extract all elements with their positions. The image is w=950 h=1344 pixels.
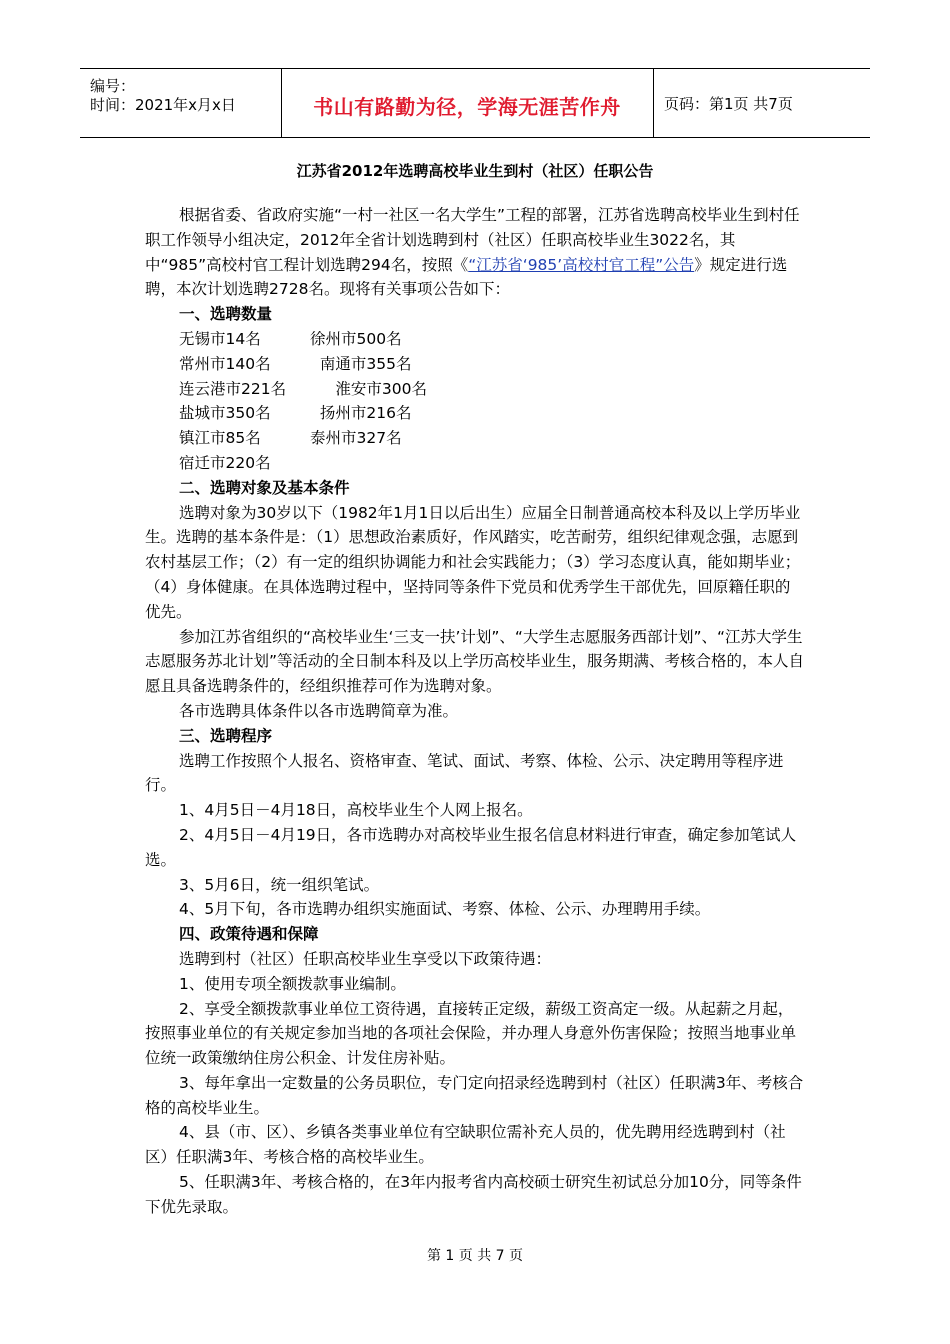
city-quota-row: 宿迁市220名 [179, 453, 271, 472]
policy-item: 1、使用专项全额拨款事业编制。 [179, 974, 406, 993]
procedure-step: 3、5月6日，统一组织笔试。 [179, 875, 380, 894]
intro-text-1: 根据省委、省政府实施“一村一社区一名大学生”工程的部署，江苏省选聘高校毕业生到村任职工作领导小组决定，2012年全省计划选聘到村（社区）任职高校毕业生3022名，其中“985”高校村官工程计划选聘294名，按照《 [145, 206, 800, 274]
intro-text-2: 》规定进行选聘，本次计划选聘2728名。现将有关事项公告如下： [145, 255, 788, 299]
page-footer: 第 1 页 共 7 页 [426, 1248, 524, 1264]
motto: 书山有路勤为径，学海无涯苦作舟 [313, 95, 621, 119]
document-body [145, 203, 805, 1220]
procedure-step: 1、4月5日－4月18日，高校毕业生个人网上报名。 [179, 801, 533, 820]
eligibility-paragraph: 参加江苏省组织的“高校毕业生‘三支一扶’计划”、“大学生志愿服务西部计划”、“江苏大学生志愿服务苏北计划”等活动的全日制本科及以上学历高校毕业生，服务期满、考核合格的，本人自愿且具备选聘条件的，经组织推荐可作为选聘对象。 [145, 627, 805, 696]
number-label: 编号： [90, 77, 136, 95]
eligibility-paragraph: 各市选聘具体条件以各市选聘简章为准。 [179, 701, 459, 720]
procedure-step: 4、5月下旬，各市选聘办组织实施面试、考察、体检、公示、办理聘用手续。 [179, 900, 711, 919]
section-heading-quota: 一、选聘数量 [179, 305, 273, 324]
intro-paragraph [145, 203, 805, 302]
section-heading-eligibility: 二、选聘对象及基本条件 [179, 478, 350, 497]
policy-item: 2、享受全额拨款事业单位工资待遇，直接转正定级，薪级工资高定一级。从起薪之月起，按照事业单位的有关规定参加当地的各项社会保险，并办理人身意外伤害保险；按照当地事业单位统一政策缴纳住房公积金、计发住房补贴。 [145, 999, 797, 1068]
city-quota-row: 连云港市221名 淮安市300名 [179, 379, 427, 398]
header-page-cell [654, 69, 870, 137]
announcement-link[interactable]: “江苏省‘985’高校村官工程”公告 [468, 255, 695, 274]
city-quota-row: 镇江市85名 泰州市327名 [179, 429, 402, 448]
eligibility-paragraph: 选聘对象为30岁以下（1982年1月1日以后出生）应届全日制普通高校本科及以上学历毕业生。选聘的基本条件是：（1）思想政治素质好，作风踏实，吃苦耐劳，组织纪律观念强，志愿到农村基层工作；（2）有一定的组织协调能力和社会实践能力；（3）学习态度认真，能如期毕业；（4）身体健康。在具体选聘过程中，坚持同等条件下党员和优秀学生干部优先，回原籍任职的优先。 [145, 503, 801, 621]
city-quota-row: 无锡市14名 徐州市500名 [179, 329, 402, 348]
section-heading-policy: 四、政策待遇和保障 [179, 925, 319, 944]
page-header [80, 68, 870, 138]
policy-item: 3、每年拿出一定数量的公务员职位，专门定向招录经选聘到村（社区）任职满3年、考核合格的高校毕业生。 [145, 1073, 804, 1117]
time-label: 时间：2021年x月x日 [90, 96, 236, 114]
header-meta-cell [80, 69, 282, 137]
city-quota-row: 常州市140名 南通市355名 [179, 354, 412, 373]
policy-paragraph: 选聘到村（社区）任职高校毕业生享受以下政策待遇： [179, 949, 552, 968]
procedure-step: 2、4月5日－4月19日，各市选聘办对高校毕业生报名信息材料进行审查，确定参加笔试人选。 [145, 825, 797, 869]
policy-item: 4、县（市、区）、乡镇各类事业单位有空缺职位需补充人员的，优先聘用经选聘到村（社区）任职满3年、考核合格的高校毕业生。 [145, 1123, 786, 1167]
page-number-label: 页码：第1页 共7页 [664, 95, 793, 113]
policy-item: 5、任职满3年、考核合格的，在3年内报考省内高校硕士研究生初试总分加10分，同等条件下优先录取。 [145, 1173, 802, 1216]
document-title: 江苏省2012年选聘高校毕业生到村（社区）任职公告 [296, 162, 654, 180]
procedure-paragraph: 选聘工作按照个人报名、资格审查、笔试、面试、考察、体检、公示、决定聘用等程序进行。 [145, 751, 784, 795]
section-heading-procedure: 三、选聘程序 [179, 726, 273, 745]
city-quota-row: 盐城市350名 扬州市216名 [179, 404, 412, 423]
header-motto-cell [281, 69, 654, 137]
